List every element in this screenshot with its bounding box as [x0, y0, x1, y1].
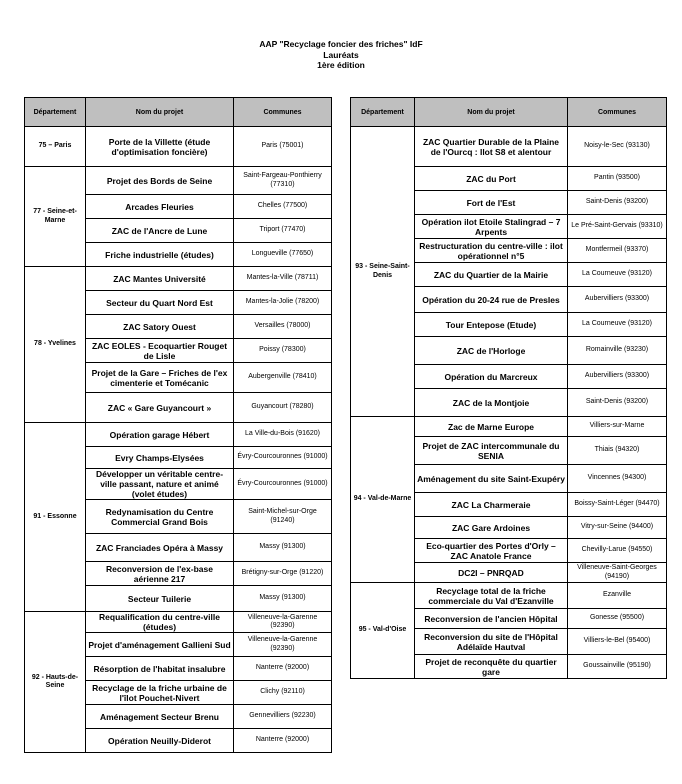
projet-cell: Projet de ZAC intercommunale du SENIA: [415, 437, 568, 465]
table-row: [25, 127, 332, 167]
commune-cell: Aubergenville (78410): [234, 363, 332, 393]
commune-cell: Vitry-sur-Seine (94400): [568, 517, 667, 539]
projet-cell: Projet d'aménagement Gallieni Sud: [86, 633, 234, 657]
commune-cell: Mantes-la-Ville (78711): [234, 267, 332, 291]
projet-cell: Opération garage Hébert: [86, 423, 234, 447]
document-title: [0, 39, 682, 71]
projet-cell: ZAC Gare Ardoines: [415, 517, 568, 539]
table-row: [351, 583, 667, 609]
projet-cell: Restructuration du centre-ville : ilot opérationnel n°5: [415, 239, 568, 263]
projet-cell: Opération du Marcreux: [415, 365, 568, 389]
commune-cell: Villiers-sur-Marne: [568, 417, 667, 437]
projet-cell: Evry Champs-Elysées: [86, 447, 234, 469]
commune-cell: Chevilly-Larue (94550): [568, 539, 667, 563]
departement-cell: 95 - Val-d'Oise: [351, 583, 415, 679]
table-row: [25, 167, 332, 195]
header-projet: Nom du projet: [415, 98, 568, 127]
departement-cell: 93 - Seine-Saint-Denis: [351, 127, 415, 417]
departement-cell: 77 - Seine-et-Marne: [25, 167, 86, 267]
departement-cell: 75 – Paris: [25, 127, 86, 167]
commune-cell: Longueville (77650): [234, 243, 332, 267]
projet-cell: ZAC Franciades Opéra à Massy: [86, 534, 234, 562]
commune-cell: Paris (75001): [234, 127, 332, 167]
commune-cell: Romainville (93230): [568, 337, 667, 365]
projet-cell: ZAC du Port: [415, 167, 568, 191]
commune-cell: Évry-Courcouronnes (91000): [234, 447, 332, 469]
header-departement: Département: [351, 98, 415, 127]
projet-cell: ZAC « Gare Guyancourt »: [86, 393, 234, 423]
commune-cell: Mantes-la-Jolie (78200): [234, 291, 332, 315]
projet-cell: ZAC Mantes Université: [86, 267, 234, 291]
projet-cell: Porte de la Villette (étude d'optimisation foncière): [86, 127, 234, 167]
commune-cell: La Courneuve (93120): [568, 313, 667, 337]
projet-cell: ZAC de la Montjoie: [415, 389, 568, 417]
table-row: [25, 423, 332, 447]
departement-cell: 78 - Yvelines: [25, 267, 86, 423]
projet-cell: Recyclage de la friche urbaine de l'îlot Pouchet-Nivert: [86, 681, 234, 705]
projet-cell: Zac de Marne Europe: [415, 417, 568, 437]
projet-cell: Tour Entepose (Etude): [415, 313, 568, 337]
projet-cell: Projet de la Gare – Friches de l'ex cimenterie et Tomécanic: [86, 363, 234, 393]
laureats-table-right: [350, 97, 667, 679]
commune-cell: Triport (77470): [234, 219, 332, 243]
commune-cell: Ezanville: [568, 583, 667, 609]
commune-cell: La Ville-du-Bois (91620): [234, 423, 332, 447]
commune-cell: Gennevilliers (92230): [234, 705, 332, 729]
commune-cell: Massy (91300): [234, 534, 332, 562]
projet-cell: Opération Neuilly-Diderot: [86, 729, 234, 753]
commune-cell: Le Pré-Saint-Gervais (93310): [568, 215, 667, 239]
commune-cell: Saint-Denis (93200): [568, 389, 667, 417]
commune-cell: Nanterre (92000): [234, 657, 332, 681]
table-row: [351, 127, 667, 167]
projet-cell: Requalification du centre-ville (études): [86, 612, 234, 633]
projet-cell: DC2I – PNRQAD: [415, 563, 568, 583]
header-communes: Communes: [568, 98, 667, 127]
projet-cell: ZAC Quartier Durable de la Plaine de l'Ourcq : Ilot S8 et alentour: [415, 127, 568, 167]
projet-cell: Fort de l'Est: [415, 191, 568, 215]
projet-cell: ZAC de l'Horloge: [415, 337, 568, 365]
commune-cell: Villeneuve-Saint-Georges (94190): [568, 563, 667, 583]
commune-cell: Villeneuve-la-Garenne (92390): [234, 612, 332, 633]
projet-cell: Aménagement du site Saint-Exupéry: [415, 465, 568, 493]
commune-cell: Pantin (93500): [568, 167, 667, 191]
commune-cell: Massy (91300): [234, 586, 332, 612]
commune-cell: Goussainville (95190): [568, 655, 667, 679]
projet-cell: Résorption de l'habitat insalubre: [86, 657, 234, 681]
commune-cell: Boissy-Saint-Léger (94470): [568, 493, 667, 517]
commune-cell: Saint-Denis (93200): [568, 191, 667, 215]
departement-cell: 94 - Val-de-Marne: [351, 417, 415, 583]
departement-cell: 91 - Essonne: [25, 423, 86, 612]
table-header-row: [351, 98, 667, 127]
commune-cell: Villeneuve-la-Garenne (92390): [234, 633, 332, 657]
projet-cell: Eco-quartier des Portes d'Orly – ZAC Anatole France: [415, 539, 568, 563]
commune-cell: Clichy (92110): [234, 681, 332, 705]
commune-cell: Montfermeil (93370): [568, 239, 667, 263]
commune-cell: Saint-Michel-sur-Orge (91240): [234, 500, 332, 534]
commune-cell: Aubervilliers (93300): [568, 365, 667, 389]
projet-cell: Reconversion de l'ancien Hôpital: [415, 609, 568, 629]
header-communes: Communes: [234, 98, 332, 127]
projet-cell: Opération ilot Etoile Stalingrad – 7 Arpents: [415, 215, 568, 239]
header-projet: Nom du projet: [86, 98, 234, 127]
projet-cell: Opération du 20-24 rue de Presles: [415, 287, 568, 313]
projet-cell: Reconversion du site de l'Hôpital Adélaïde Hautval: [415, 629, 568, 655]
commune-cell: Noisy-le-Sec (93130): [568, 127, 667, 167]
projet-cell: Aménagement Secteur Brenu: [86, 705, 234, 729]
commune-cell: Versailles (78000): [234, 315, 332, 339]
projet-cell: Reconversion de l'ex-base aérienne 217: [86, 562, 234, 586]
projet-cell: ZAC Satory Ouest: [86, 315, 234, 339]
projet-cell: Projet des Bords de Seine: [86, 167, 234, 195]
commune-cell: Guyancourt (78280): [234, 393, 332, 423]
title-line-3: 1ère édition: [317, 60, 365, 70]
table-row: [25, 612, 332, 633]
title-line-2: Lauréats: [323, 49, 359, 60]
commune-cell: Aubervilliers (93300): [568, 287, 667, 313]
projet-cell: Secteur du Quart Nord Est: [86, 291, 234, 315]
commune-cell: Brétigny-sur-Orge (91220): [234, 562, 332, 586]
projet-cell: Arcades Fleuries: [86, 195, 234, 219]
commune-cell: Nanterre (92000): [234, 729, 332, 753]
title-line-1: AAP "Recyclage foncier des friches" IdF: [259, 39, 423, 49]
projet-cell: Secteur Tuilerie: [86, 586, 234, 612]
table-header-row: [25, 98, 332, 127]
commune-cell: Saint-Fargeau-Ponthierry (77310): [234, 167, 332, 195]
table-body: [351, 127, 667, 679]
commune-cell: Vincennes (94300): [568, 465, 667, 493]
projet-cell: Recyclage total de la friche commerciale du Val d'Ezanville: [415, 583, 568, 609]
table-row: [25, 267, 332, 291]
commune-cell: Chelles (77500): [234, 195, 332, 219]
projet-cell: ZAC La Charmeraie: [415, 493, 568, 517]
header-departement: Département: [25, 98, 86, 127]
table-body: [25, 127, 332, 753]
projet-cell: Redynamisation du Centre Commercial Grand Bois: [86, 500, 234, 534]
commune-cell: Poissy (78300): [234, 339, 332, 363]
commune-cell: Évry-Courcouronnes (91000): [234, 469, 332, 500]
projet-cell: Développer un véritable centre-ville passant, nature et animé (volet études): [86, 469, 234, 500]
laureats-table-left: [24, 97, 332, 753]
commune-cell: Thiais (94320): [568, 437, 667, 465]
departement-cell: 92 - Hauts-de-Seine: [25, 612, 86, 753]
projet-cell: ZAC EOLES - Ecoquartier Rouget de Lisle: [86, 339, 234, 363]
projet-cell: Friche industrielle (études): [86, 243, 234, 267]
commune-cell: Gonesse (95500): [568, 609, 667, 629]
projet-cell: ZAC du Quartier de la Mairie: [415, 263, 568, 287]
projet-cell: ZAC de l'Ancre de Lune: [86, 219, 234, 243]
commune-cell: La Courneuve (93120): [568, 263, 667, 287]
projet-cell: Projet de reconquête du quartier gare: [415, 655, 568, 679]
table-row: [351, 417, 667, 437]
commune-cell: Villiers-le-Bel (95400): [568, 629, 667, 655]
